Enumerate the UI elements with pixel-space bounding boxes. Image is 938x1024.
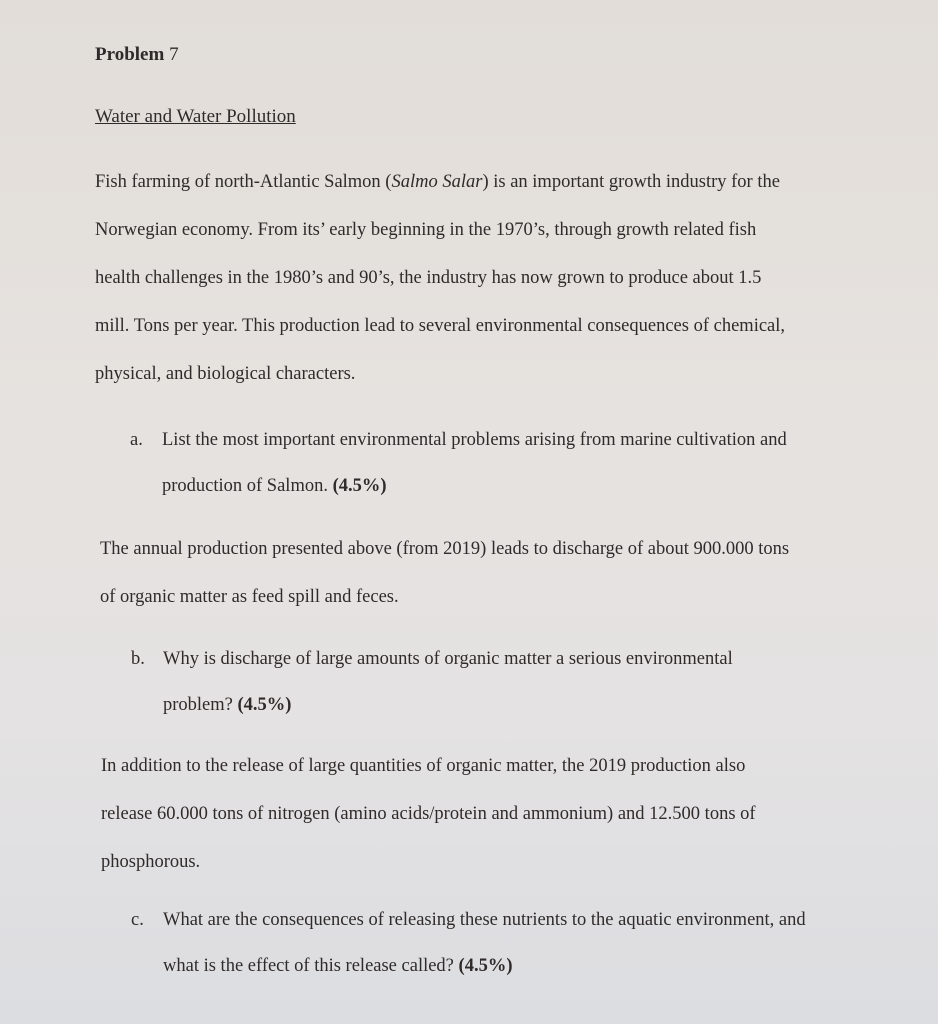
problem-heading bbox=[95, 44, 179, 66]
intro-line-5: physical, and biological characters. bbox=[95, 364, 356, 384]
question-c-line-1: What are the consequences of releasing these nutrients to the aquatic environment, and bbox=[163, 910, 806, 930]
question-c-marker: c. bbox=[131, 910, 144, 930]
nutrients-line-2: release 60.000 tons of nitrogen (amino acids/protein and ammonium) and 12.500 tons of bbox=[101, 804, 756, 824]
discharge-paragraph bbox=[100, 525, 900, 621]
question-c-points: (4.5%) bbox=[458, 956, 513, 976]
question-a-points: (4.5%) bbox=[332, 476, 387, 496]
discharge-line-1: The annual production presented above (from 2019) leads to discharge of about 900.000 tons bbox=[100, 539, 790, 559]
problem-number: 7 bbox=[169, 44, 179, 65]
question-c-text bbox=[163, 897, 903, 989]
intro-line-1-pre: Fish farming of north-Atlantic Salmon ( bbox=[95, 172, 392, 192]
intro-line-3: health challenges in the 1980’s and 90’s, the industry has now grown to produce about 1.5 bbox=[95, 268, 762, 288]
question-a-line-2 bbox=[162, 463, 902, 509]
intro-line-1-post: ) is an important growth industry for the bbox=[482, 172, 780, 192]
discharge-line-2: of organic matter as feed spill and feces. bbox=[100, 587, 399, 607]
intro-line-4: mill. Tons per year. This production lead to several environmental consequences of chemical, bbox=[95, 316, 786, 336]
nutrients-line-3: phosphorous. bbox=[101, 852, 201, 872]
question-b-line-2-text: problem? bbox=[163, 695, 233, 715]
nutrients-paragraph bbox=[101, 742, 901, 886]
question-b-points: (4.5%) bbox=[237, 695, 292, 715]
question-a-line-2-text: production of Salmon. bbox=[162, 476, 328, 496]
question-b-marker: b. bbox=[131, 649, 145, 669]
question-a-line-1: List the most important environmental problems arising from marine cultivation and bbox=[162, 430, 787, 450]
question-c-line-2 bbox=[163, 943, 903, 989]
question-b-line-2 bbox=[163, 682, 903, 728]
nutrients-line-1: In addition to the release of large quantities of organic matter, the 2019 production also bbox=[101, 756, 746, 776]
intro-line-1 bbox=[95, 158, 895, 206]
question-b-text bbox=[163, 636, 903, 728]
intro-line-2: Norwegian economy. From its’ early beginning in the 1970’s, through growth related fish bbox=[95, 220, 757, 240]
question-b-line-1: Why is discharge of large amounts of organic matter a serious environmental bbox=[163, 649, 733, 669]
intro-paragraph bbox=[95, 158, 895, 398]
section-title: Water and Water Pollution bbox=[95, 106, 296, 127]
question-a-marker: a. bbox=[130, 430, 143, 450]
problem-label: Problem bbox=[95, 44, 165, 65]
question-c-line-2-text: what is the effect of this release called? bbox=[163, 956, 454, 976]
question-a-text bbox=[162, 417, 902, 509]
species-name: Salmo Salar bbox=[391, 172, 483, 192]
